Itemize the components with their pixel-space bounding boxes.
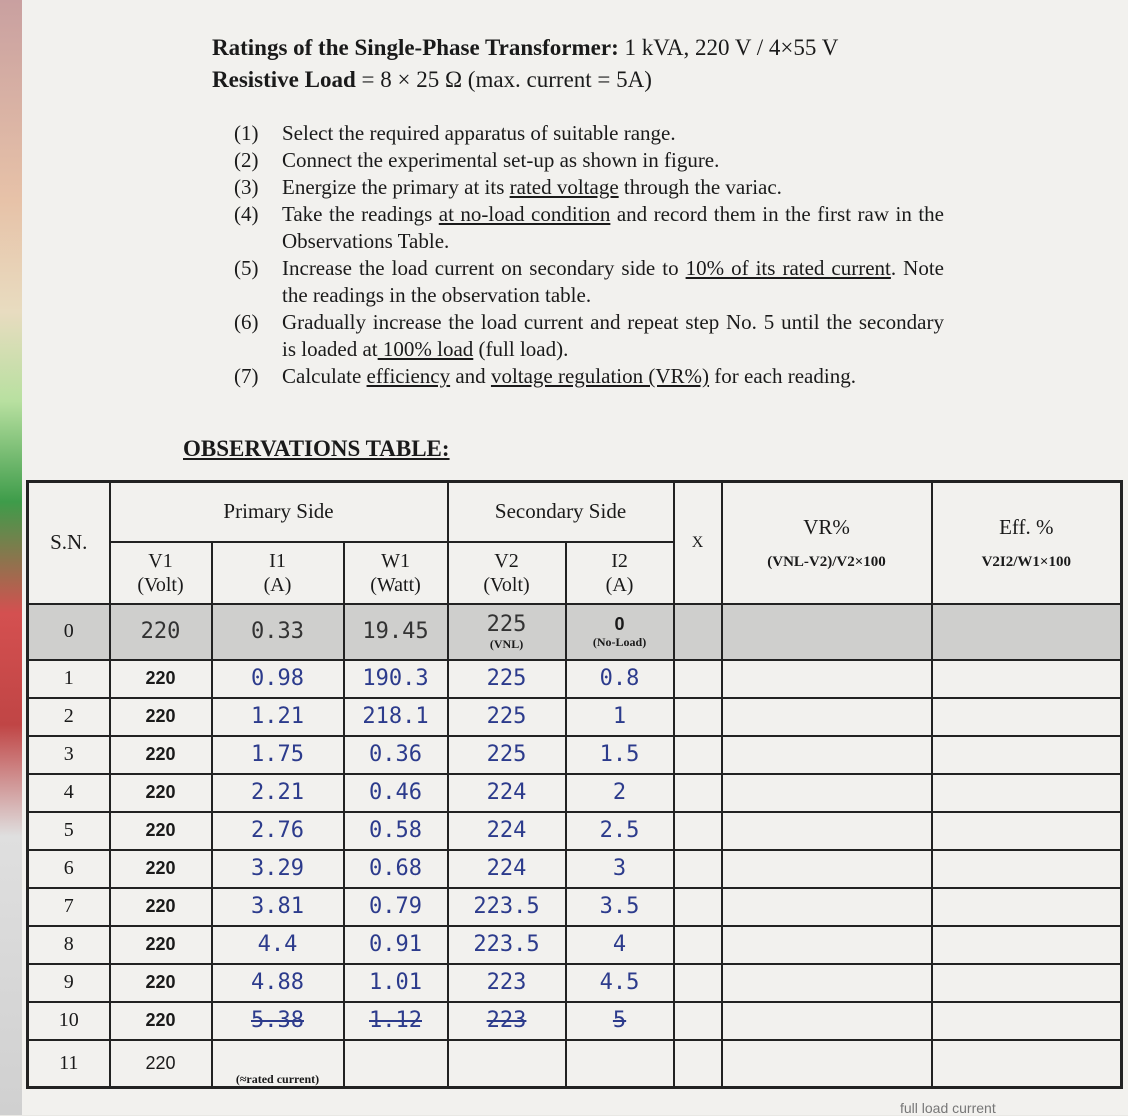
secondary-side-header: Secondary Side [448, 482, 674, 542]
i1-cell: (≈rated current) [212, 1040, 344, 1088]
i2-cell: 0 (No-Load) [566, 604, 674, 660]
i1-cell: 0.33 [212, 604, 344, 660]
v1-cell: 220 [110, 698, 212, 736]
i2-cell: 2 [566, 774, 674, 812]
step-text: Increase the load current on secondary side to 10% of its rated current. Note the readings in the observation table. [282, 256, 944, 307]
w1-header: W1 (Watt) [344, 542, 448, 604]
i1-cell: 4.4 [212, 926, 344, 964]
table-row [28, 1002, 1122, 1040]
v1-cell: 220 [110, 812, 212, 850]
i2-cell: 4.5 [566, 964, 674, 1002]
w1-cell: 1.12 [344, 1002, 448, 1040]
sn-cell: 2 [28, 698, 110, 736]
vr-title: VR% [803, 514, 850, 539]
w1-cell: 0.68 [344, 850, 448, 888]
step-text: Gradually increase the load current and repeat step No. 5 until the secondary is loaded at 100% load (full load). [282, 310, 944, 361]
table-row [28, 888, 1122, 926]
v2-cell: 225 (VNL) [448, 604, 566, 660]
step-number: (7) [234, 364, 259, 388]
i1-cell: 5.38 [212, 1002, 344, 1040]
eff-cell [932, 812, 1122, 850]
step-7 [234, 363, 944, 390]
v1-header: V1 (Volt) [110, 542, 212, 604]
load-line [212, 64, 952, 96]
primary-side-header: Primary Side [110, 482, 448, 542]
v2-cell: 223.5 [448, 926, 566, 964]
v2-cell: 224 [448, 812, 566, 850]
w1-cell: 0.46 [344, 774, 448, 812]
w1-cell: 218.1 [344, 698, 448, 736]
sn-cell: 10 [28, 1002, 110, 1040]
table-row [28, 926, 1122, 964]
step-number: (4) [234, 202, 259, 226]
x-cell [674, 660, 722, 698]
i2-header: I2 (A) [566, 542, 674, 604]
w1-cell: 0.91 [344, 926, 448, 964]
sn-cell: 11 [28, 1040, 110, 1088]
sn-cell: 7 [28, 888, 110, 926]
v1-cell: 220 [110, 604, 212, 660]
v2-cell: 223 [448, 964, 566, 1002]
step-1 [234, 120, 944, 147]
i1-cell: 0.98 [212, 660, 344, 698]
i2-cell: 1.5 [566, 736, 674, 774]
x-cell [674, 812, 722, 850]
table-row [28, 774, 1122, 812]
vr-cell [722, 698, 932, 736]
x-cell [674, 850, 722, 888]
w1-cell: 0.79 [344, 888, 448, 926]
i1-header: I1 (A) [212, 542, 344, 604]
vr-cell [722, 1002, 932, 1040]
i1-cell: 1.75 [212, 736, 344, 774]
sn-cell: 6 [28, 850, 110, 888]
sn-cell: 3 [28, 736, 110, 774]
table-row [28, 736, 1122, 774]
vr-cell [722, 1040, 932, 1088]
vr-header [722, 482, 932, 604]
i1-cell: 3.29 [212, 850, 344, 888]
ratings-label: Ratings of the Single-Phase Transformer: [212, 35, 619, 60]
v1-cell: 220 [110, 774, 212, 812]
eff-title: Eff. % [999, 514, 1054, 539]
x-cell [674, 888, 722, 926]
w1-cell: 19.45 [344, 604, 448, 660]
w1-cell: 0.58 [344, 812, 448, 850]
i2-cell: 4 [566, 926, 674, 964]
vr-cell [722, 888, 932, 926]
sn-header: S.N. [28, 482, 110, 604]
w1-cell: 0.36 [344, 736, 448, 774]
v2-cell: 225 [448, 698, 566, 736]
step-6 [234, 309, 944, 363]
eff-cell [932, 736, 1122, 774]
data-rows [28, 660, 1122, 1040]
v2-cell [448, 1040, 566, 1088]
w1-cell: 1.01 [344, 964, 448, 1002]
header-row-1 [28, 482, 1122, 542]
eff-header [932, 482, 1122, 604]
i1-cell: 2.76 [212, 812, 344, 850]
sn-cell: 9 [28, 964, 110, 1002]
i1-cell: 2.21 [212, 774, 344, 812]
i2-cell: 3.5 [566, 888, 674, 926]
step-number: (2) [234, 148, 259, 172]
table-row [28, 964, 1122, 1002]
eff-cell [932, 1040, 1122, 1088]
vr-formula: (VNL-V2)/V2×100 [767, 553, 886, 570]
eff-cell [932, 850, 1122, 888]
vr-cell [722, 850, 932, 888]
i2-cell [566, 1040, 674, 1088]
i1-cell: 3.81 [212, 888, 344, 926]
step-text: Energize the primary at its rated voltage through the variac. [282, 175, 782, 199]
w1-cell [344, 1040, 448, 1088]
vr-cell [722, 660, 932, 698]
procedure-steps [234, 120, 944, 390]
vr-cell [722, 736, 932, 774]
ratings-line [212, 32, 952, 64]
sn-cell: 4 [28, 774, 110, 812]
eff-cell [932, 926, 1122, 964]
x-cell [674, 1002, 722, 1040]
v1-cell: 220 [110, 660, 212, 698]
ratings-header [212, 32, 952, 96]
v2-cell: 223 [448, 1002, 566, 1040]
sn-cell: 8 [28, 926, 110, 964]
eff-cell [932, 1002, 1122, 1040]
x-cell [674, 926, 722, 964]
table-row [28, 850, 1122, 888]
table-row [28, 698, 1122, 736]
i2-cell: 5 [566, 1002, 674, 1040]
sn-cell: 0 [28, 604, 110, 660]
i1-cell: 4.88 [212, 964, 344, 1002]
v2-header: V2 (Volt) [448, 542, 566, 604]
sn-cell: 1 [28, 660, 110, 698]
x-cell [674, 964, 722, 1002]
x-cell [674, 1040, 722, 1088]
i1-cell: 1.21 [212, 698, 344, 736]
v2-cell: 225 [448, 660, 566, 698]
step-number: (5) [234, 256, 259, 280]
observations-table [26, 480, 1123, 1089]
footer-note: full load current [900, 1100, 996, 1116]
v1-cell: 220 [110, 964, 212, 1002]
vr-cell [722, 812, 932, 850]
x-cell [674, 774, 722, 812]
v1-cell: 220 [110, 926, 212, 964]
step-4 [234, 201, 944, 255]
table-row [28, 604, 1122, 660]
eff-cell [932, 604, 1122, 660]
load-value: = 8 × 25 Ω (max. current = 5A) [355, 67, 652, 92]
load-label: Resistive Load [212, 67, 356, 92]
eff-cell [932, 774, 1122, 812]
vr-cell [722, 774, 932, 812]
step-number: (1) [234, 121, 259, 145]
v2-cell: 225 [448, 736, 566, 774]
step-2 [234, 147, 944, 174]
eff-formula: V2I2/W1×100 [981, 553, 1071, 570]
table-row [28, 660, 1122, 698]
vr-cell [722, 604, 932, 660]
v1-cell: 220 [110, 850, 212, 888]
x-cell [674, 736, 722, 774]
x-cell [674, 604, 722, 660]
i2-cell: 3 [566, 850, 674, 888]
table-row [28, 1040, 1122, 1088]
v2-cell: 224 [448, 774, 566, 812]
v1-cell: 220 [110, 1040, 212, 1088]
step-3 [234, 174, 944, 201]
vr-cell [722, 926, 932, 964]
i2-cell: 2.5 [566, 812, 674, 850]
eff-cell [932, 660, 1122, 698]
step-5 [234, 255, 944, 309]
v1-cell: 220 [110, 1002, 212, 1040]
eff-cell [932, 888, 1122, 926]
eff-cell [932, 964, 1122, 1002]
v2-cell: 224 [448, 850, 566, 888]
step-number: (6) [234, 310, 259, 334]
w1-cell: 190.3 [344, 660, 448, 698]
observations-title: OBSERVATIONS TABLE: [183, 436, 450, 461]
eff-cell [932, 698, 1122, 736]
i2-cell: 1 [566, 698, 674, 736]
v1-cell: 220 [110, 736, 212, 774]
v1-cell: 220 [110, 888, 212, 926]
ratings-value: 1 kVA, 220 V / 4×55 V [618, 35, 839, 60]
sn-cell: 5 [28, 812, 110, 850]
step-text: Connect the experimental set-up as shown in figure. [282, 148, 720, 172]
step-text: Calculate efficiency and voltage regulation (VR%) for each reading. [282, 364, 856, 388]
vr-cell [722, 964, 932, 1002]
table-row [28, 812, 1122, 850]
step-text: Select the required apparatus of suitable range. [282, 121, 676, 145]
v2-cell: 223.5 [448, 888, 566, 926]
x-cell [674, 698, 722, 736]
i2-cell: 0.8 [566, 660, 674, 698]
step-text: Take the readings at no-load condition and record them in the first raw in the Observations Table. [282, 202, 944, 253]
x-header: X [674, 482, 722, 604]
step-number: (3) [234, 175, 259, 199]
